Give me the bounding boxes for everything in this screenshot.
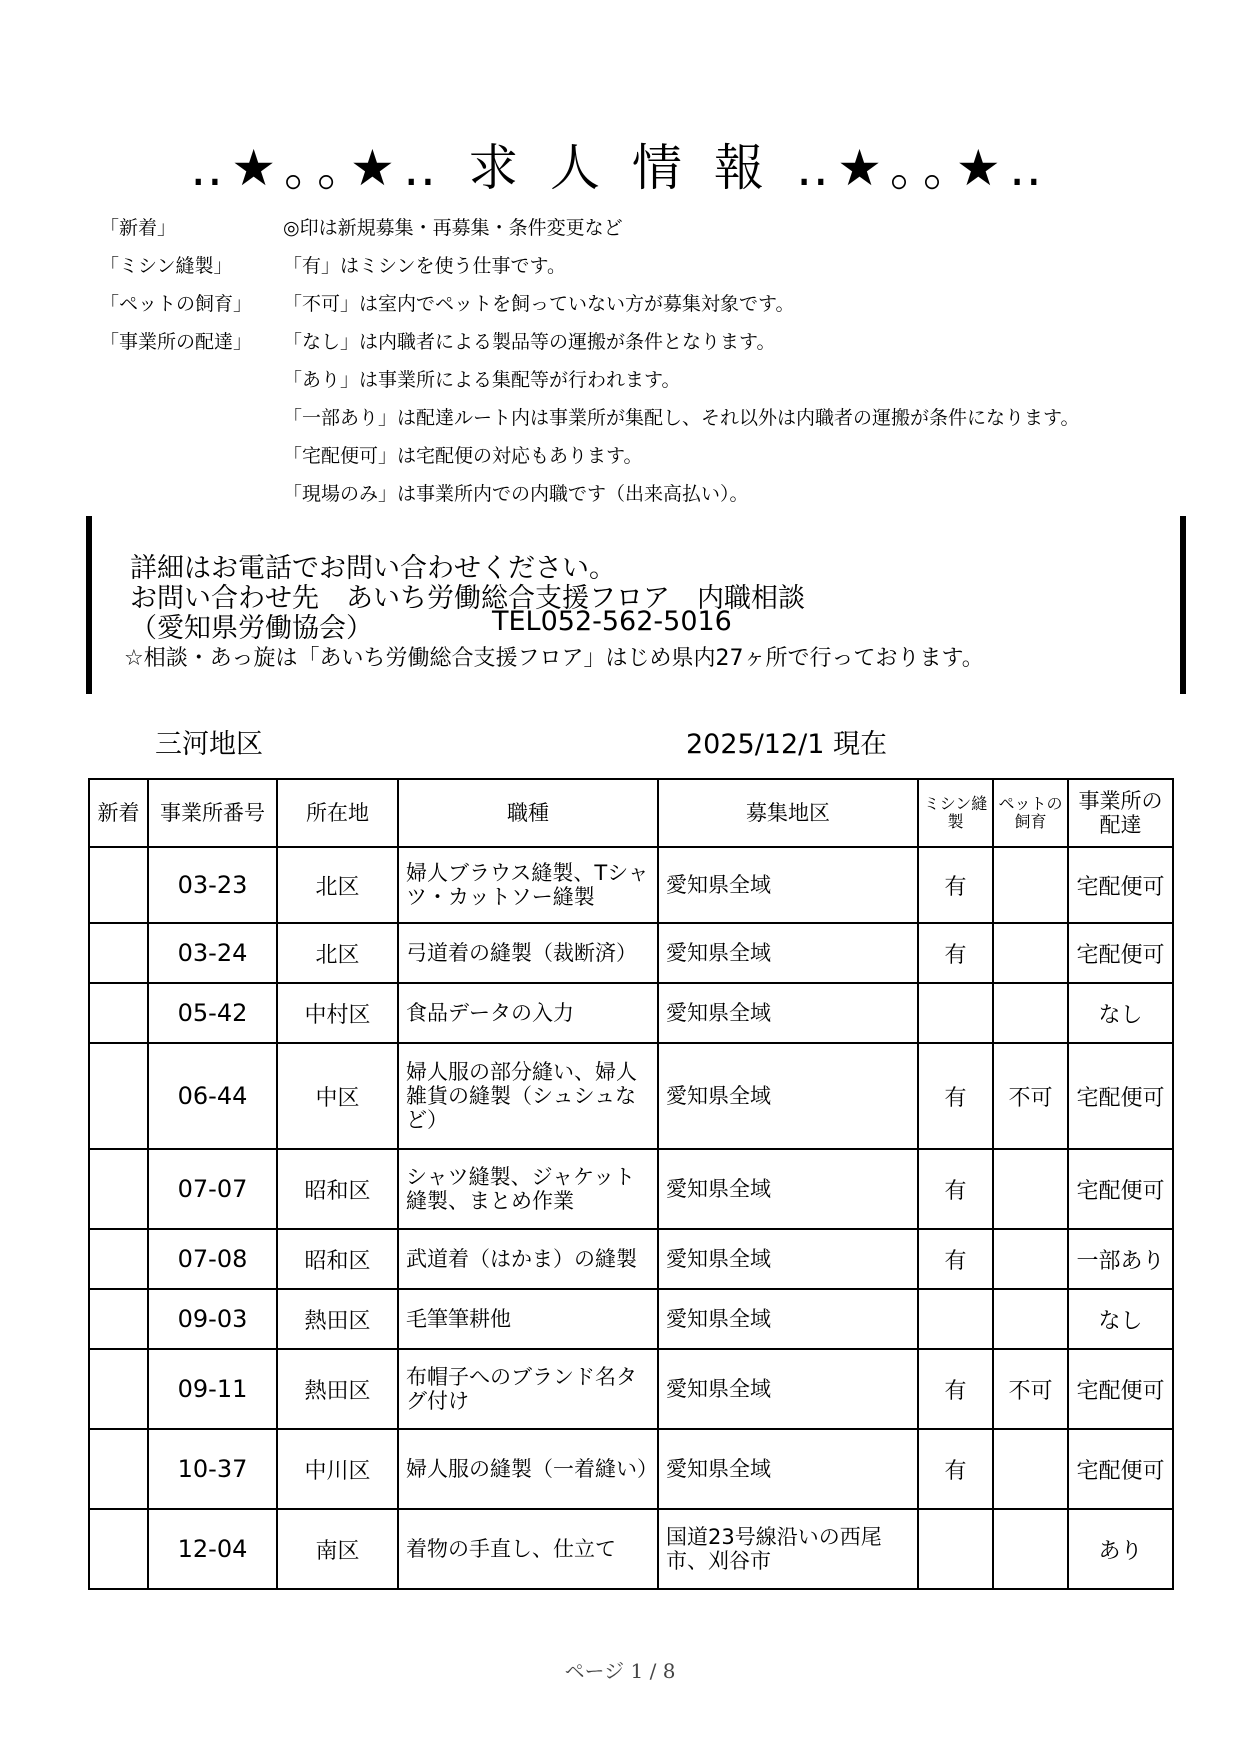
- cell-new: [89, 1149, 148, 1229]
- cell-sewing: 有: [918, 847, 993, 923]
- cell-sewing: 有: [918, 1349, 993, 1429]
- contact-note: ☆相談・あっ旋は「あいち労働総合支援フロア」はじめ県内27ヶ所で行っております。: [124, 646, 984, 671]
- legend-text: 「あり」は事業所による集配等が行われます。: [283, 369, 681, 391]
- cell-pet: 不可: [993, 1349, 1068, 1429]
- cell-delivery: 宅配便可: [1068, 1149, 1173, 1229]
- cell-office-number: 10-37: [148, 1429, 277, 1509]
- cell-delivery: あり: [1068, 1509, 1173, 1589]
- cell-job-type: 婦人ブラウス縫製、Tシャツ・カットソー縫製: [398, 847, 658, 923]
- cell-delivery: なし: [1068, 983, 1173, 1043]
- table-row: [89, 1429, 1173, 1509]
- cell-sewing: 有: [918, 923, 993, 983]
- cell-recruit-area: 愛知県全域: [658, 1429, 918, 1509]
- cell-pet: [993, 1149, 1068, 1229]
- legend-text: 「現場のみ」は事業所内での内職です（出来高払い）。: [283, 483, 749, 505]
- cell-recruit-area: 愛知県全域: [658, 1289, 918, 1349]
- cell-new: [89, 1289, 148, 1349]
- cell-job-type: 婦人服の縫製（一着縫い）: [398, 1429, 658, 1509]
- table-row: [89, 1289, 1173, 1349]
- contact-instruction: 詳細はお電話でお問い合わせください。: [130, 553, 616, 584]
- cell-recruit-area: 愛知県全域: [658, 847, 918, 923]
- as-of-date: 2025/12/1 現在: [686, 729, 888, 760]
- contact-association: （愛知県労働協会）: [130, 613, 373, 644]
- cell-location: 中川区: [277, 1429, 398, 1509]
- legend-text: 「宅配便可」は宅配便の対応もあります。: [283, 445, 643, 467]
- cell-location: 昭和区: [277, 1149, 398, 1229]
- cell-recruit-area: 国道23号線沿いの西尾市、刈谷市: [658, 1509, 918, 1589]
- cell-new: [89, 1509, 148, 1589]
- cell-pet: [993, 1289, 1068, 1349]
- cell-recruit-area: 愛知県全域: [658, 923, 918, 983]
- cell-location: 昭和区: [277, 1229, 398, 1289]
- cell-recruit-area: 愛知県全域: [658, 983, 918, 1043]
- legend-label: 「事業所の配達」: [100, 331, 253, 353]
- cell-sewing: 有: [918, 1429, 993, 1509]
- cell-location: 中村区: [277, 983, 398, 1043]
- table-header-row: [89, 779, 1173, 847]
- page-title: ‥★｡｡★‥ 求 人 情 報 ‥★｡｡★‥: [189, 139, 1051, 197]
- cell-delivery: 宅配便可: [1068, 1349, 1173, 1429]
- table-row: [89, 923, 1173, 983]
- page-number: ページ 1 / 8: [564, 1659, 676, 1683]
- contact-box: [86, 516, 1186, 694]
- cell-job-type: 布帽子へのブランド名タグ付け: [398, 1349, 658, 1429]
- cell-pet: 不可: [993, 1043, 1068, 1149]
- cell-delivery: 一部あり: [1068, 1229, 1173, 1289]
- cell-job-type: シャツ縫製、ジャケット縫製、まとめ作業: [398, 1149, 658, 1229]
- cell-recruit-area: 愛知県全域: [658, 1349, 918, 1429]
- table-row: [89, 1349, 1173, 1429]
- cell-office-number: 03-23: [148, 847, 277, 923]
- cell-job-type: 食品データの入力: [398, 983, 658, 1043]
- legend-text: ◎印は新規募集・再募集・条件変更など: [283, 217, 623, 239]
- cell-pet: [993, 847, 1068, 923]
- header-pet: ペットの飼育: [993, 779, 1068, 847]
- cell-delivery: なし: [1068, 1289, 1173, 1349]
- cell-recruit-area: 愛知県全域: [658, 1043, 918, 1149]
- cell-location: 北区: [277, 923, 398, 983]
- legend-text: 「不可」は室内でペットを飼っていない方が募集対象です。: [283, 293, 795, 315]
- header-sewing: ミシン縫製: [918, 779, 993, 847]
- cell-office-number: 09-03: [148, 1289, 277, 1349]
- cell-new: [89, 983, 148, 1043]
- cell-office-number: 06-44: [148, 1043, 277, 1149]
- cell-pet: [993, 983, 1068, 1043]
- cell-new: [89, 847, 148, 923]
- cell-office-number: 07-07: [148, 1149, 277, 1229]
- cell-location: 熱田区: [277, 1349, 398, 1429]
- cell-new: [89, 1229, 148, 1289]
- region-label: 三河地区: [155, 729, 263, 760]
- cell-sewing: 有: [918, 1043, 993, 1149]
- cell-job-type: 毛筆筆耕他: [398, 1289, 658, 1349]
- table-row: [89, 1149, 1173, 1229]
- cell-job-type: 武道着（はかま）の縫製: [398, 1229, 658, 1289]
- cell-job-type: 婦人服の部分縫い、婦人雑貨の縫製（シュシュなど）: [398, 1043, 658, 1149]
- legend-label: 「ミシン縫製」: [100, 255, 233, 277]
- cell-office-number: 12-04: [148, 1509, 277, 1589]
- cell-delivery: 宅配便可: [1068, 1043, 1173, 1149]
- cell-delivery: 宅配便可: [1068, 1429, 1173, 1509]
- cell-new: [89, 923, 148, 983]
- cell-office-number: 09-11: [148, 1349, 277, 1429]
- job-listing-table: [88, 778, 1174, 1590]
- table-row: [89, 847, 1173, 923]
- table-row: [89, 983, 1173, 1043]
- legend-text: 「有」はミシンを使う仕事です。: [283, 255, 567, 277]
- cell-sewing: [918, 1289, 993, 1349]
- cell-job-type: 弓道着の縫製（裁断済）: [398, 923, 658, 983]
- cell-location: 熱田区: [277, 1289, 398, 1349]
- header-new: 新着: [89, 779, 148, 847]
- header-job-type: 職種: [398, 779, 658, 847]
- table-row: [89, 1229, 1173, 1289]
- cell-new: [89, 1349, 148, 1429]
- cell-pet: [993, 1509, 1068, 1589]
- cell-pet: [993, 923, 1068, 983]
- cell-recruit-area: 愛知県全域: [658, 1229, 918, 1289]
- cell-office-number: 07-08: [148, 1229, 277, 1289]
- table-row: [89, 1509, 1173, 1589]
- cell-location: 北区: [277, 847, 398, 923]
- header-office-number: 事業所番号: [148, 779, 277, 847]
- cell-office-number: 05-42: [148, 983, 277, 1043]
- cell-location: 南区: [277, 1509, 398, 1589]
- cell-sewing: [918, 983, 993, 1043]
- header-recruit-area: 募集地区: [658, 779, 918, 847]
- cell-recruit-area: 愛知県全域: [658, 1149, 918, 1229]
- cell-new: [89, 1043, 148, 1149]
- cell-sewing: 有: [918, 1149, 993, 1229]
- cell-sewing: [918, 1509, 993, 1589]
- header-delivery: 事業所の配達: [1068, 779, 1173, 847]
- legend-text: 「一部あり」は配達ルート内は事業所が集配し、それ以外は内職者の運搬が条件になります。: [283, 407, 1080, 429]
- contact-phone: TEL052-562-5016: [492, 606, 732, 637]
- legend-text: 「なし」は内職者による製品等の運搬が条件となります。: [283, 331, 776, 353]
- cell-job-type: 着物の手直し、仕立て: [398, 1509, 658, 1589]
- header-location: 所在地: [277, 779, 398, 847]
- cell-office-number: 03-24: [148, 923, 277, 983]
- table-row: [89, 1043, 1173, 1149]
- legend-label: 「新着」: [100, 217, 177, 239]
- cell-new: [89, 1429, 148, 1509]
- contact-organization: お問い合わせ先 あいち労働総合支援フロア 内職相談: [130, 583, 805, 614]
- cell-delivery: 宅配便可: [1068, 923, 1173, 983]
- legend-label: 「ペットの飼育」: [100, 293, 253, 315]
- cell-location: 中区: [277, 1043, 398, 1149]
- cell-pet: [993, 1229, 1068, 1289]
- cell-delivery: 宅配便可: [1068, 847, 1173, 923]
- cell-pet: [993, 1429, 1068, 1509]
- cell-sewing: 有: [918, 1229, 993, 1289]
